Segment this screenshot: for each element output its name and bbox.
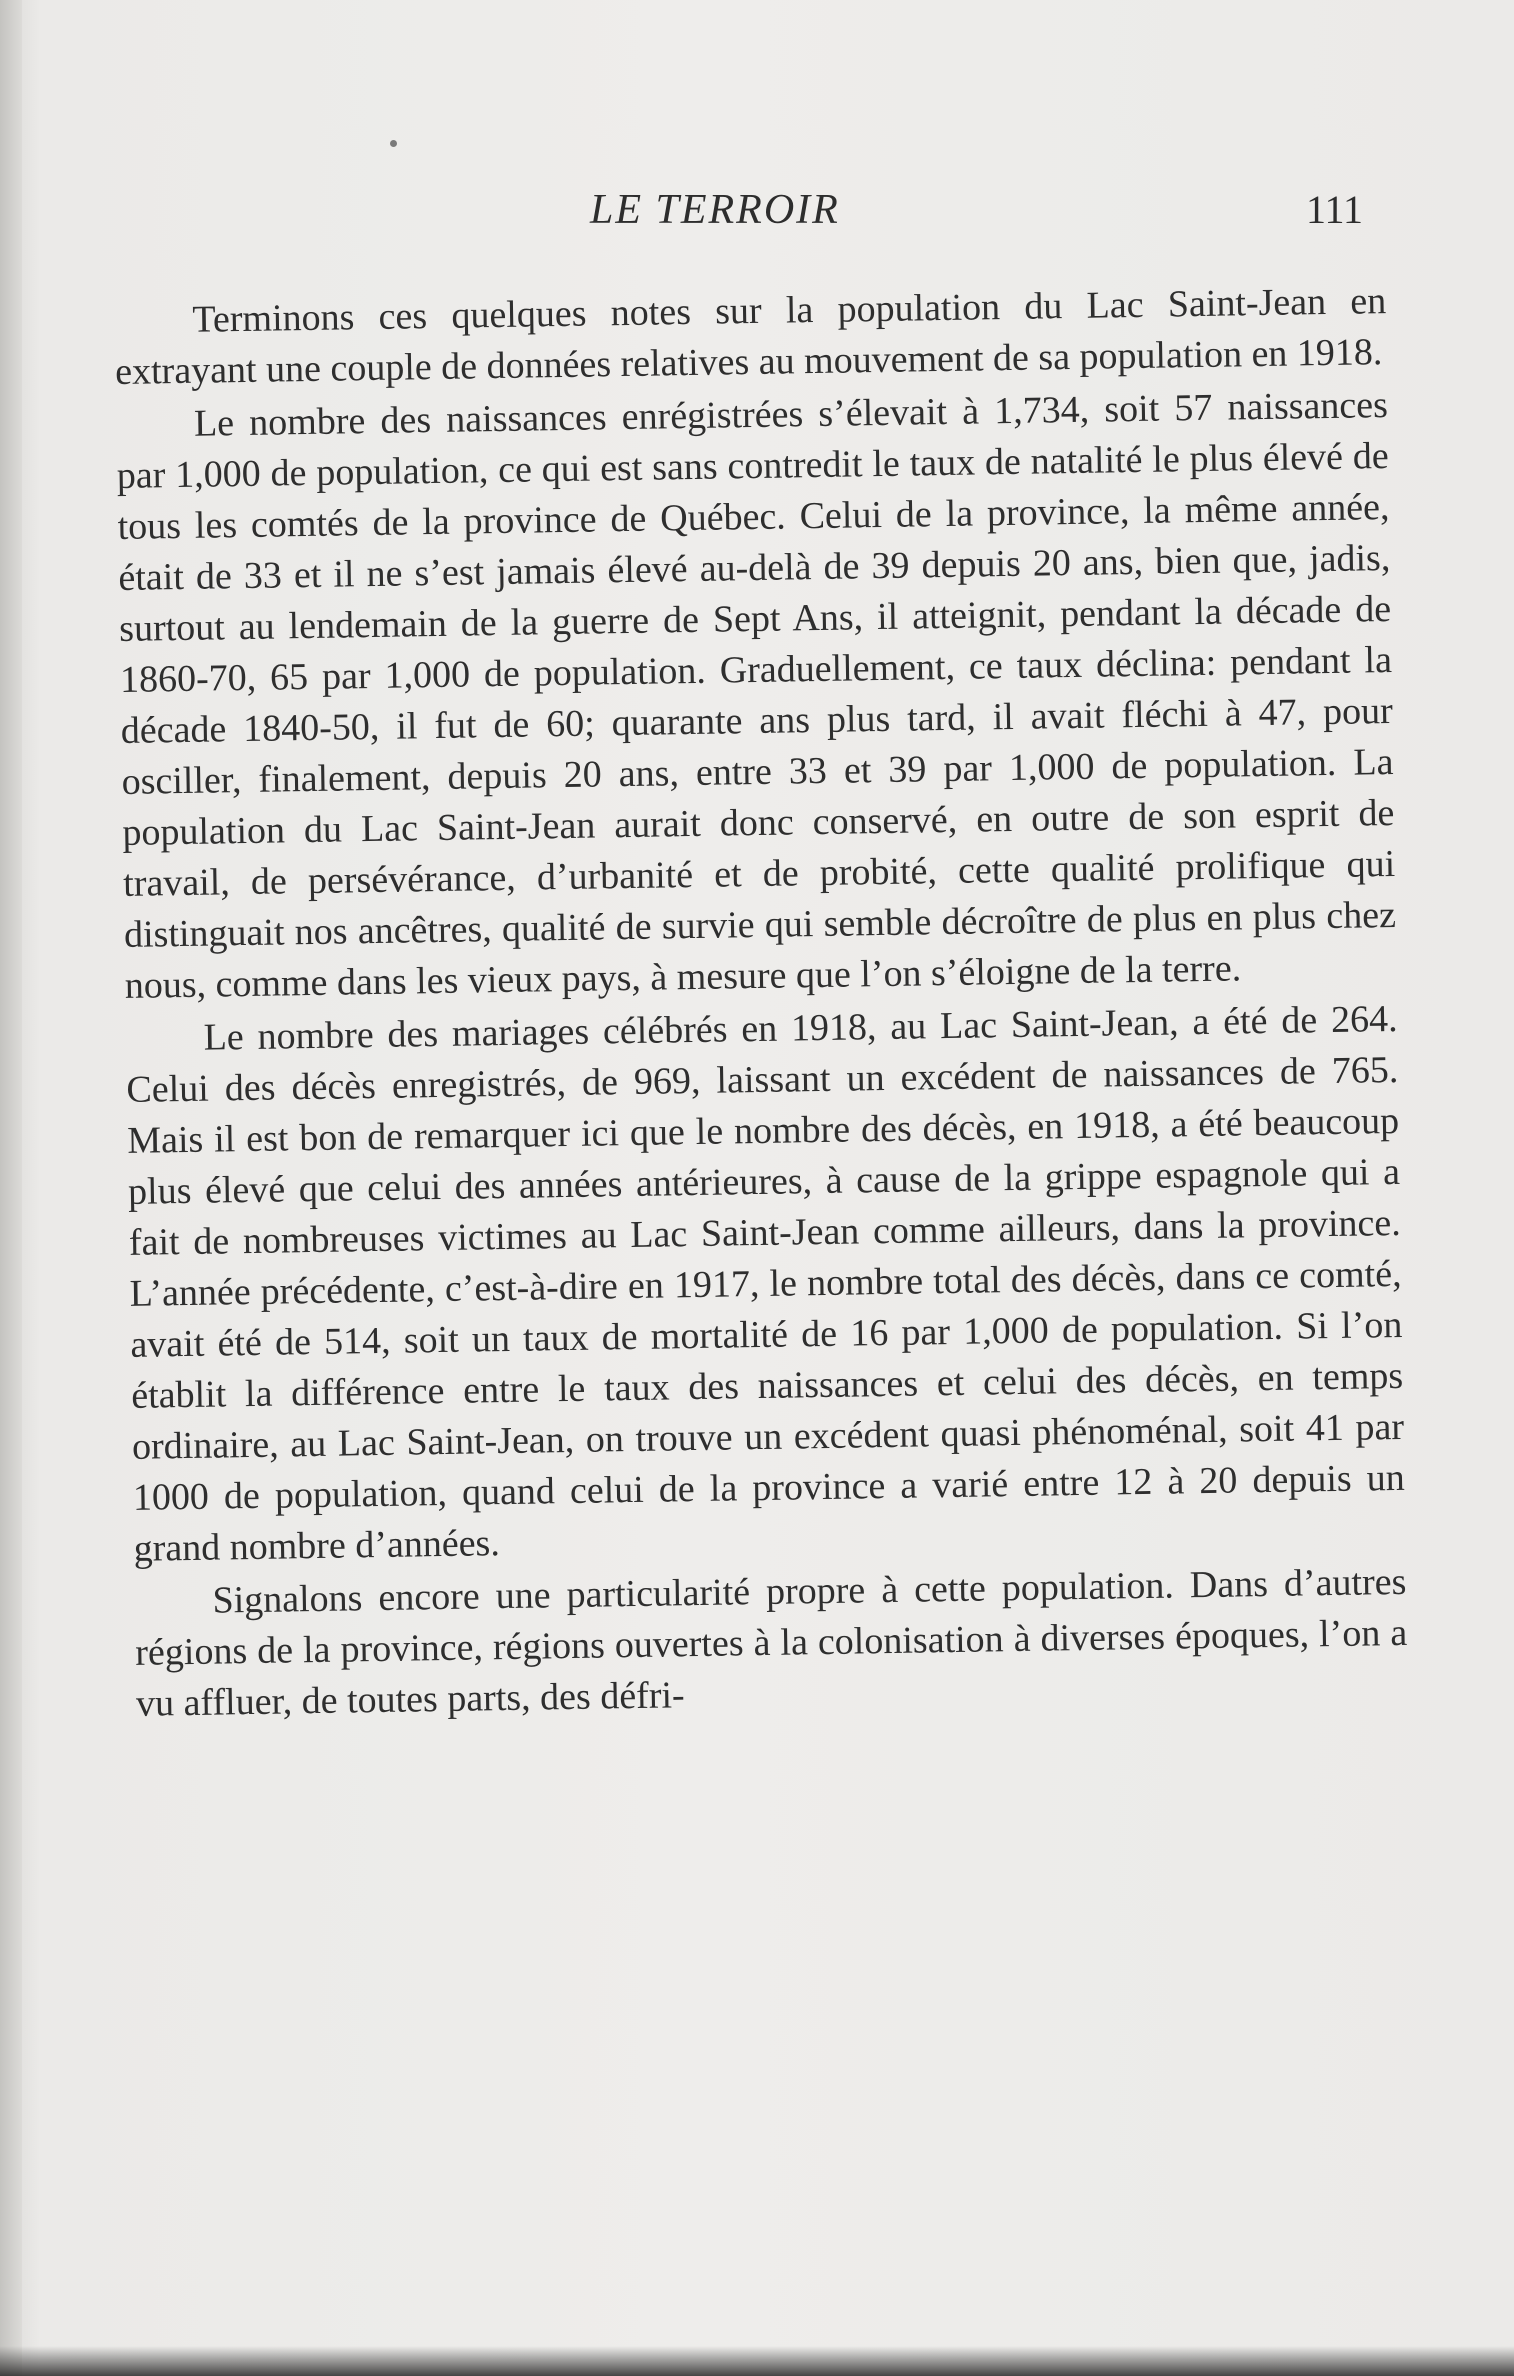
body-text [114,276,1408,1732]
paragraph: Signalons encore une particularité propre à cette population. Dans d’autres régions de la province, régions ouvertes à la colonisation à diverses époques, l’on a vu affluer, de toutes parts, des défri- [134,1560,1408,1725]
running-head [0,186,1514,246]
paragraph: Terminons ces quelques notes sur la population du Lac Saint-Jean en extrayant une couple de données relatives au mouvement de sa population en 1918. [114,280,1387,393]
paragraph: Le nombre des mariages célébrés en 1918, au Lac Saint-Jean, a été de 264. Celui des décès enregistrés, de 969, laissant un excédent de naissances de 765. Mais il est bon de remarquer ici que le nombre des décès, en 1918, a été beaucoup plus élevé que celui des années antérieures, à cause de la grippe espagnole qui a fait de nombreuses victimes au Lac Saint-Jean comme ailleurs, dans la province. L’année précédente, c’est-à-dire en 1917, le nombre total des décès, dans ce comté, avait été de 514, soit un taux de mortalité de 16 par 1,000 de population. Si l’on établit la différence entre le taux des naissances et celui des décès, en temps ordinaire, au Lac Saint-Jean, on trouve un excédent quasi phénoménal, soit 41 par 1000 de population, quand celui de la province a varié entre 12 à 20 depuis un grand nombre d’années. [126,997,1406,1570]
page-number: 111 [1306,187,1364,232]
ink-speck [390,140,397,147]
page-binding-edge [0,0,22,2376]
paragraph: Le nombre des naissances enrégistrées s’élevait à 1,734, soit 57 naissances par 1,000 de population, ce qui est sans contredit le taux de natalité le plus élevé de tous les comtés de la province de Québec. Celui de la province, la même année, était de 33 et il ne s’est jamais élevé au-delà de 39 depuis 20 ans, bien que, jadis, surtout au lendemain de la guerre de Sept Ans, il atteignit, pendant la décade de 1860-70, 65 par 1,000 de population. Graduellement, ce taux déclina: pendant la décade 1840-50, il fut de 60; quarante ans plus tard, il avait fléchi à 47, pour osciller, finalement, depuis 20 ans, entre 33 et 39 par 1,000 de population. La population du Lac Saint-Jean aurait donc conservé, en outre de son esprit de travail, de persévérance, d’urbanité et de probité, cette qualité prolifique qui distinguait nos ancêtres, qualité de survie qui semble décroître de plus en plus chez nous, comme dans les vieux pays, à mesure que l’on s’éloigne de la terre. [116,384,1397,1007]
scan-bottom-shadow [0,2346,1514,2376]
running-title: LE TERROIR [590,187,840,233]
